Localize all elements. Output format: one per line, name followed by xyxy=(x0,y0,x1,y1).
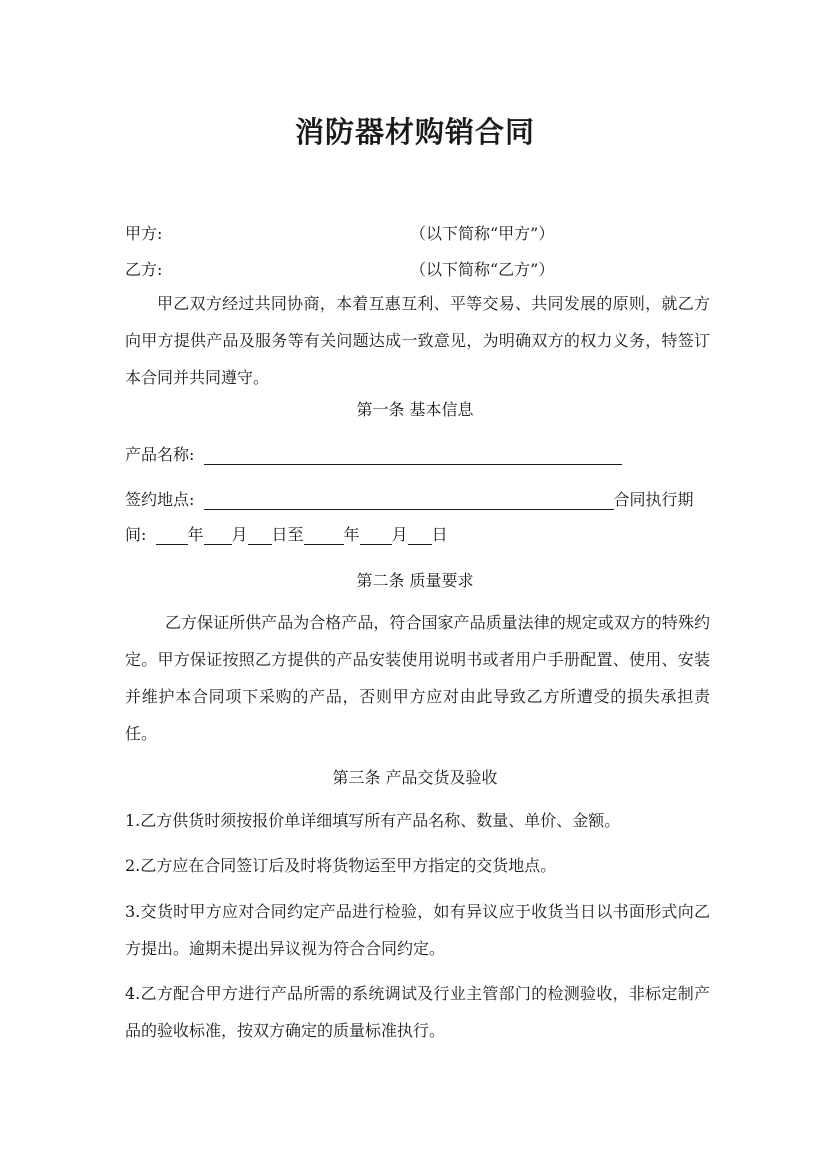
party-b-abbr: （以下简称“乙方”） xyxy=(410,260,555,279)
end-day-field[interactable] xyxy=(408,526,432,545)
period-label-part2: 间: xyxy=(125,525,147,544)
party-a-abbr: （以下简称“甲方”） xyxy=(410,224,555,243)
end-day-label: 日 xyxy=(431,525,448,544)
end-year-field[interactable] xyxy=(304,526,344,545)
sign-place-label: 签约地点: xyxy=(125,490,195,509)
article3-item-1: 1.乙方供货时须按报价单详细填写所有产品名称、数量、单价、金额。 xyxy=(125,811,621,830)
party-a-label: 甲方: xyxy=(125,224,163,243)
start-day-field[interactable] xyxy=(248,526,272,545)
start-year-label: 年 xyxy=(187,525,204,544)
product-name-label: 产品名称: xyxy=(125,445,195,464)
party-b-label: 乙方: xyxy=(125,260,163,279)
period-label-part1: 合同执行期 xyxy=(613,490,694,509)
period-row xyxy=(125,522,448,545)
article3-item-2: 2.乙方应在合同签订后及时将货物运至甲方指定的交货地点。 xyxy=(125,856,557,875)
article1-heading: 第一条 基本信息 xyxy=(356,400,474,419)
end-month-field[interactable] xyxy=(360,526,392,545)
article3-heading: 第三条 产品交货及验收 xyxy=(332,768,498,787)
article3-item-4: 4.乙方配合甲方进行产品所需的系统调试及行业主管部门的检测验收，非标定制产品的验收标准，按双方确定的质量标准执行。 xyxy=(125,984,710,1040)
article3-item-3: 3.交货时甲方应对合同约定产品进行检验，如有异议应于收货当日以书面形式向乙方提出。逾期未提出异议视为符合合同约定。 xyxy=(125,902,710,958)
document-title: 消防器材购销合同 xyxy=(294,115,535,149)
preamble-paragraph: 甲乙双方经过共同协商，本着互惠互利、平等交易、共同发展的原则，就乙方向甲方提供产品及服务等有关问题达成一致意见，为明确双方的权力义务，特签订本合同并共同遵守。 xyxy=(125,294,710,387)
article2-body: 乙方保证所供产品为合格产品，符合国家产品质量法律的规定或双方的特殊约定。甲方保证按照乙方提供的产品安装使用说明书或者用户手册配置、使用、安装并维护本合同项下采购的产品，否则甲方应对由此导致乙方所遭受的损失承担责任。 xyxy=(125,613,710,743)
sign-place-field[interactable] xyxy=(204,491,614,510)
end-month-label: 月 xyxy=(391,525,408,544)
product-name-row xyxy=(125,442,622,465)
start-month-label: 月 xyxy=(231,525,248,544)
end-year-label: 年 xyxy=(343,525,360,544)
sign-place-row xyxy=(125,487,694,510)
start-day-label: 日至 xyxy=(271,525,304,544)
start-month-field[interactable] xyxy=(204,526,232,545)
article2-heading: 第二条 质量要求 xyxy=(356,571,474,590)
start-year-field[interactable] xyxy=(156,526,188,545)
product-name-field[interactable] xyxy=(204,446,622,465)
